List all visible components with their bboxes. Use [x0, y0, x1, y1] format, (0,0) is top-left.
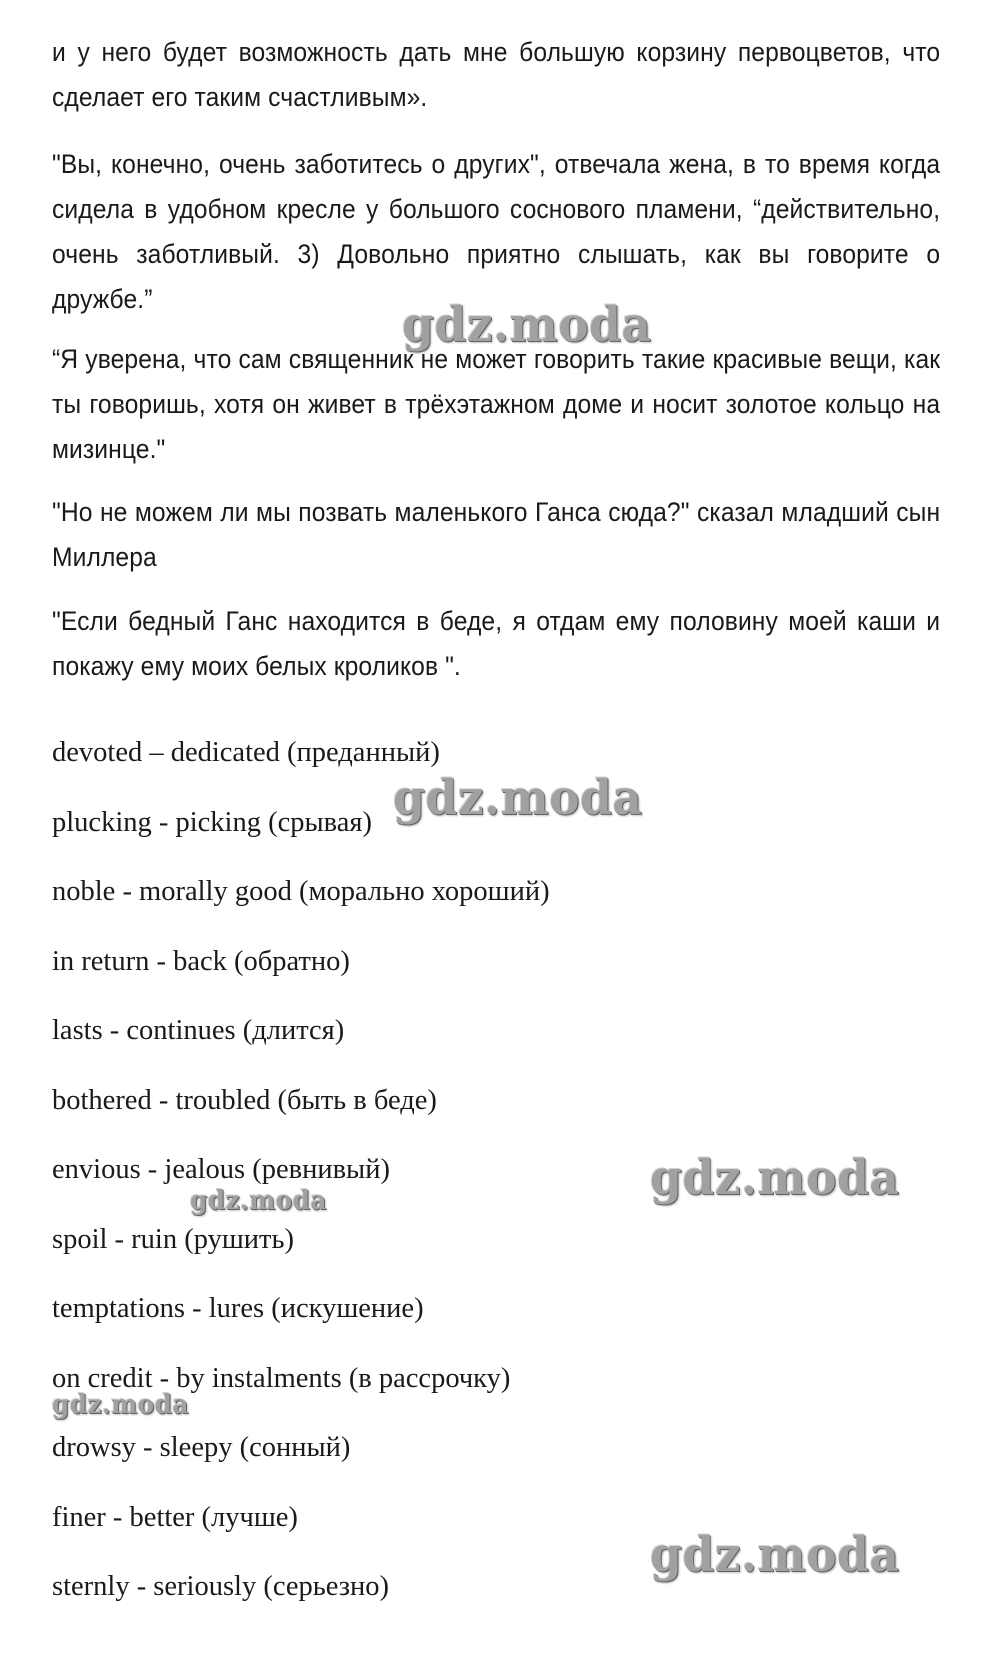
vocab-item: bothered - troubled (быть в беде) [52, 1085, 437, 1116]
paragraph-5: "Если бедный Ганс находится в беде, я отдам ему половину моей каши и покажу ему моих белых кроликов ". [52, 606, 941, 681]
watermark: gdz.moda [393, 770, 643, 826]
watermark: gdz.moda [190, 1186, 327, 1216]
vocab-item: on credit - by instalments (в рассрочку) [52, 1363, 511, 1394]
vocab-item: devoted – dedicated (преданный) [52, 737, 440, 768]
vocab-item: finer - better (лучше) [52, 1502, 298, 1533]
vocab-item: noble - morally good (морально хороший) [52, 876, 550, 907]
vocab-item: spoil - ruin (рушить) [52, 1224, 294, 1255]
vocab-item: in return - back (обратно) [52, 946, 350, 977]
watermark: gdz.moda [52, 1390, 189, 1420]
paragraph-1: и у него будет возможность дать мне большую корзину первоцветов, что сделает его таким счастливым». [52, 37, 941, 112]
watermark: gdz.moda [650, 1527, 900, 1583]
watermark: gdz.moda [402, 297, 652, 353]
vocab-item: envious - jealous (ревнивый) [52, 1154, 390, 1185]
vocab-item: plucking - picking (срывая) [52, 807, 372, 838]
watermark: gdz.moda [650, 1150, 900, 1206]
vocab-item: temptations - lures (искушение) [52, 1293, 424, 1324]
paragraph-2: "Вы, конечно, очень заботитесь о других", отвечала жена, в то время когда сидела в удобном кресле у большого соснового пламени, “действительно, очень заботливый. 3) Довольно приятно слышать, как вы говорите о дружбе.” [52, 149, 941, 314]
vocab-item: lasts - continues (длится) [52, 1015, 345, 1046]
vocab-item: drowsy - sleepy (сонный) [52, 1432, 351, 1463]
paragraph-3: “Я уверена, что сам священник не может говорить такие красивые вещи, как ты говоришь, хотя он живет в трёхэтажном доме и носит золотое кольцо на мизинце." [52, 344, 941, 464]
paragraph-4: "Но не можем ли мы позвать маленького Ганса сюда?" сказал младший сын Миллера [52, 497, 941, 572]
vocab-item: sternly - seriously (серьезно) [52, 1571, 389, 1602]
